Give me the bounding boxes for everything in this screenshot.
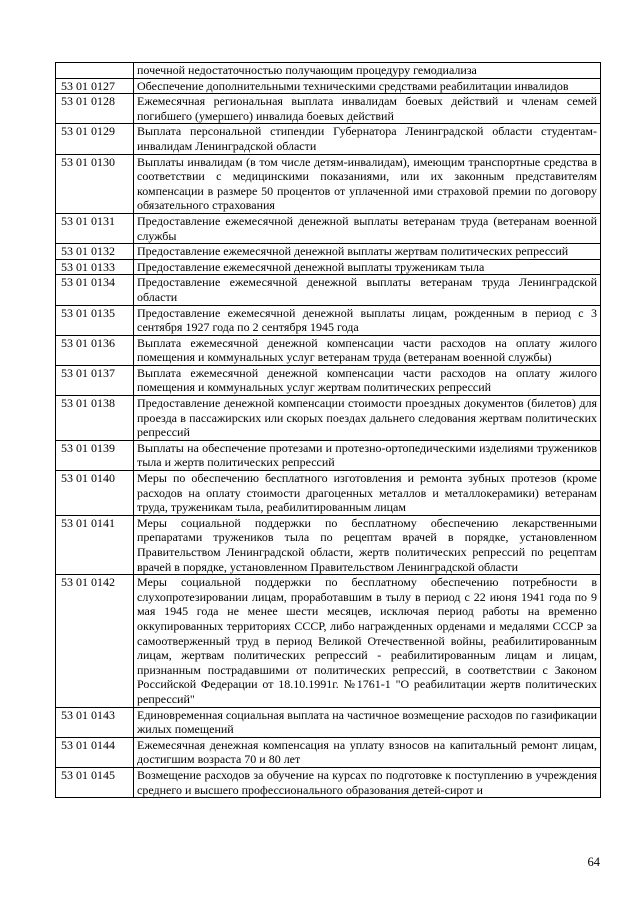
- row-code: 53 01 0141: [56, 515, 134, 574]
- row-code: 53 01 0144: [56, 737, 134, 767]
- row-description: Предоставление ежемесячной денежной выплаты труженикам тыла: [134, 259, 601, 275]
- row-description: Выплата ежемесячной денежной компенсации части расходов на оплату жилого помещения и коммунальных услуг ветеранам труда (ветеранам военной службы): [134, 335, 601, 365]
- row-description: Ежемесячная денежная компенсация на уплату взносов на капитальный ремонт лицам, достигшим возраста 70 и 80 лет: [134, 737, 601, 767]
- row-description: Меры социальной поддержки по бесплатному обеспечению потребности в слухопротезировании лицам, проработавшим в тылу в период с 22 июня 1941 года по 9 мая 1945 года не менее шести месяцев, исключая период работы на временно оккупированных территориях СССР, либо награжденных орденами и медалями СССР за самоотверженный труд в период Великой Отечественной войны, реабилитированным лицам, жертвам политических репрессий - реабилитированным лицам и лицам, признанным пострадавшими от политических репрессий, в соответствии с Законом Российской Федерации от 18.10.1991г. №1761-1 "О реабилитации жертв политических репрессий": [134, 575, 601, 707]
- row-code: 53 01 0139: [56, 440, 134, 470]
- row-code: 53 01 0142: [56, 575, 134, 707]
- table-row: [56, 154, 601, 213]
- row-code: 53 01 0138: [56, 396, 134, 441]
- row-code: 53 01 0136: [56, 335, 134, 365]
- table-row: [56, 440, 601, 470]
- table-row: [56, 94, 601, 124]
- row-code: [56, 63, 134, 79]
- row-description: Предоставление ежемесячной денежной выплаты ветеранам труда (ветеранам военной службы: [134, 213, 601, 243]
- row-code: 53 01 0140: [56, 471, 134, 516]
- row-code: 53 01 0132: [56, 244, 134, 260]
- budget-codes-table: [55, 62, 601, 798]
- row-code: 53 01 0129: [56, 124, 134, 154]
- row-code: 53 01 0143: [56, 707, 134, 737]
- row-description: Выплаты инвалидам (в том числе детям-инвалидам), имеющим транспортные средства в соответствии с медицинскими показаниями, или их законным представителям компенсации в размере 50 процентов от уплаченной ими страховой премии по договору обязательного страхования: [134, 154, 601, 213]
- row-description: Предоставление денежной компенсации стоимости проездных документов (билетов) для проезда в пассажирских или скорых поездах дальнего следования жертвам политических репрессий: [134, 396, 601, 441]
- row-code: 53 01 0145: [56, 767, 134, 797]
- row-code: 53 01 0127: [56, 78, 134, 94]
- row-description: Выплата ежемесячной денежной компенсации части расходов на оплату жилого помещения и коммунальных услуг жертвам политических репрессий: [134, 365, 601, 395]
- row-description: Выплата персональной стипендии Губернатора Ленинградской области студентам-инвалидам Ленинградской области: [134, 124, 601, 154]
- table-row: [56, 575, 601, 707]
- row-code: 53 01 0131: [56, 213, 134, 243]
- row-code: 53 01 0133: [56, 259, 134, 275]
- row-description: Выплаты на обеспечение протезами и протезно-ортопедическими изделиями тружеников тыла и жертв политических репрессий: [134, 440, 601, 470]
- row-description: Меры социальной поддержки по бесплатному обеспечению лекарственными препаратами тружеников тыла по рецептам врачей в порядке, установленном Правительством Ленинградской области, жертв политических репрессий по рецептам врачей в порядке, установленном Правительством Ленинградской области: [134, 515, 601, 574]
- table-row: [56, 305, 601, 335]
- table-row: [56, 124, 601, 154]
- table-row: [56, 259, 601, 275]
- table-row: [56, 707, 601, 737]
- row-code: 53 01 0134: [56, 275, 134, 305]
- table-row: [56, 767, 601, 797]
- table-row: [56, 213, 601, 243]
- row-description: Единовременная социальная выплата на частичное возмещение расходов по газификации жилых помещений: [134, 707, 601, 737]
- row-description: Предоставление ежемесячной денежной выплаты жертвам политических репрессий: [134, 244, 601, 260]
- table-body: [56, 63, 601, 798]
- row-description: Меры по обеспечению бесплатного изготовления и ремонта зубных протезов (кроме расходов на оплату стоимости драгоценных металлов и металлокерамики) ветеранам труда, труженикам тыла, реабилитированным лицам: [134, 471, 601, 516]
- table-row: [56, 78, 601, 94]
- table-row: [56, 275, 601, 305]
- table-row: [56, 515, 601, 574]
- row-description: почечной недостаточностью получающим процедуру гемодиализа: [134, 63, 601, 79]
- row-code: 53 01 0135: [56, 305, 134, 335]
- table-row: [56, 471, 601, 516]
- row-description: Обеспечение дополнительными техническими средствами реабилитации инвалидов: [134, 78, 601, 94]
- table-row: [56, 396, 601, 441]
- table-row: [56, 737, 601, 767]
- row-description: Возмещение расходов за обучение на курсах по подготовке к поступлению в учреждения среднего и высшего профессионального образования детей-сирот и: [134, 767, 601, 797]
- table-row: [56, 335, 601, 365]
- row-code: 53 01 0128: [56, 94, 134, 124]
- row-description: Ежемесячная региональная выплата инвалидам боевых действий и членам семей погибшего (умершего) инвалида боевых действий: [134, 94, 601, 124]
- table-row: [56, 365, 601, 395]
- row-description: Предоставление ежемесячной денежной выплаты ветеранам труда Ленинградской области: [134, 275, 601, 305]
- row-code: 53 01 0137: [56, 365, 134, 395]
- table-row: [56, 244, 601, 260]
- table-row: [56, 63, 601, 79]
- row-description: Предоставление ежемесячной денежной выплаты лицам, рожденным в период с 3 сентября 1927 года по 2 сентября 1945 года: [134, 305, 601, 335]
- row-code: 53 01 0130: [56, 154, 134, 213]
- page-number: 64: [587, 855, 600, 869]
